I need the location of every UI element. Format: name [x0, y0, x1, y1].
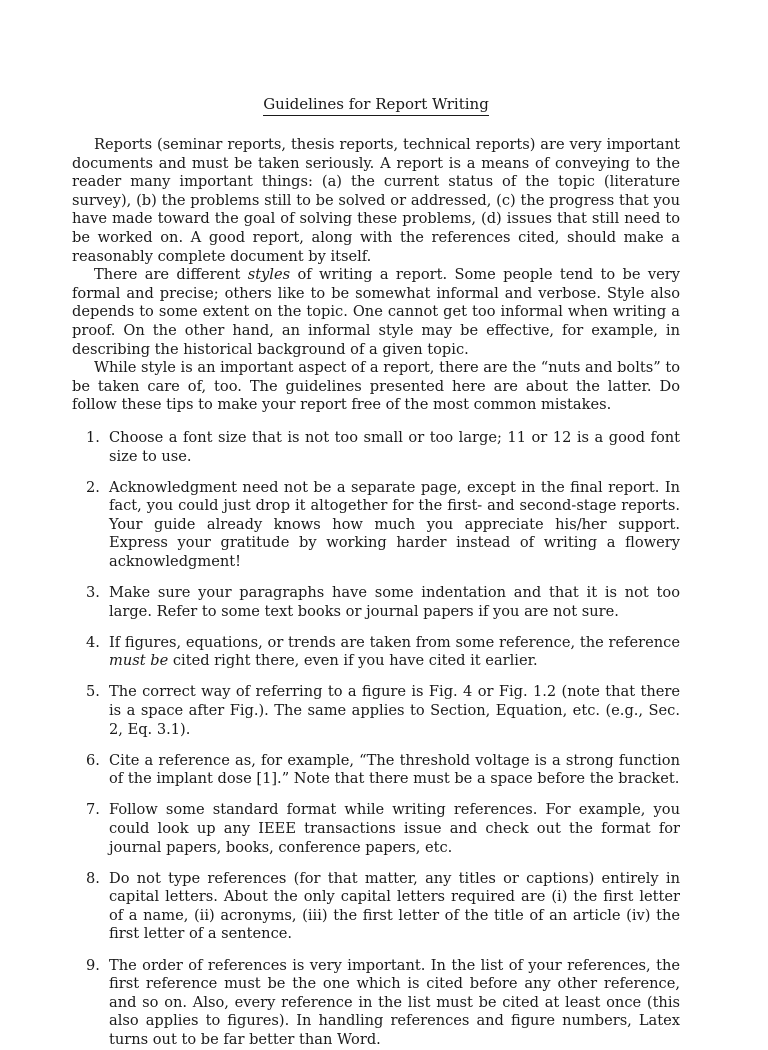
text-run: Reports (seminar reports, thesis reports, technical reports) are very important documents and must be taken seriously. A report is a means of conveying to the reader many important things: (a) the current status of the topic (literature survey), (b) the problems still to be solved or addressed, (c) the progress that you have made toward the goal of solving these problems, (d) issues that still need to be worked on. A good report, along with the references cited, should make a reasonably complete document by itself.: [72, 136, 680, 265]
list-item-text: [109, 429, 680, 465]
list-item-text: [109, 801, 680, 855]
list-item-text: [109, 683, 680, 737]
italic-text: styles: [247, 266, 291, 284]
list-item: [72, 479, 680, 572]
list-item: [72, 957, 680, 1050]
list-item: [72, 752, 680, 789]
text-run: of writing a report. Some people tend to be very formal and precise; others like to be somewhat informal and verbose. Style also depends to some extent on the topic. One cannot get too informal when writing a proof. On the other hand, an informal style may be effective, for example, in describing the historical background of a given topic.: [72, 266, 680, 358]
list-item-text: [109, 957, 680, 1048]
list-item-text: [109, 584, 680, 620]
list-item-text: [109, 634, 680, 670]
text-run: There are different: [94, 266, 248, 284]
list-item: [72, 584, 680, 621]
list-item-number: 4.: [86, 633, 100, 651]
list-item: [72, 870, 680, 944]
text-run: If figures, equations, or trends are taken from some reference, the reference: [109, 633, 680, 651]
list-item: [72, 634, 680, 671]
list-item-text: [109, 752, 680, 788]
list-item-number: 3.: [86, 584, 100, 602]
italic-text: must be: [109, 652, 169, 670]
text-run: Cite a reference as, for example, “The threshold voltage is a strong function of the implant dose [1].” Note that there must be a space before the bracket.: [109, 751, 680, 788]
text-run: Follow some standard format while writing references. For example, you could look up any IEEE transactions issue and check out the format for journal papers, books, conference papers, etc.: [109, 801, 680, 856]
text-run: Do not type references (for that matter, any titles or captions) entirely in capital letters. About the only capital letters required are (i) the first letter of a name, (ii) acronyms, (iii) the first letter of the title of an article (iv) the first letter of a sentence.: [109, 869, 680, 943]
text-run: cited right there, even if you have cited it earlier.: [168, 652, 538, 670]
text-run: Choose a font size that is not too small or too large; 11 or 12 is a good font size to use.: [109, 428, 680, 465]
text-run: While style is an important aspect of a report, there are the “nuts and bolts” to be taken care of, too. The guidelines presented here are about the latter. Do follow these tips to make your report free of the most common mistakes.: [72, 359, 680, 414]
text-run: Make sure your paragraphs have some indentation and that it is not too large. Refer to some text books or journal papers if you are not sure.: [109, 584, 680, 620]
paragraph: [72, 359, 680, 415]
list-item: [72, 429, 680, 466]
list-item-number: 2.: [86, 478, 100, 496]
document-title: Guidelines for Report Writing: [263, 94, 489, 116]
list-item-number: 5.: [86, 683, 100, 701]
list-item: [72, 801, 680, 857]
paragraph: [72, 136, 680, 266]
guidelines-list: [72, 429, 680, 1050]
text-run: The order of references is very important. In the list of your references, the first reference must be the one which is cited before any other reference, and so on. Also, every reference in the list must be cited at least once (this also applies to figures). In handling references and figure numbers, Latex turns out to be far better than Word.: [109, 956, 680, 1048]
list-item-number: 1.: [86, 428, 100, 446]
list-item-number: 8.: [86, 869, 100, 887]
list-item: [72, 683, 680, 739]
paragraph: [72, 266, 680, 359]
text-run: Acknowledgment need not be a separate page, except in the final report. In fact, you could just drop it altogether for the first- and second-stage reports. Your guide already knows how much you appreciate his/her support. Express your gratitude by working harder instead of writing a flowery acknowledgment!: [109, 478, 680, 570]
intro-section: [72, 136, 680, 415]
list-item-text: [109, 870, 680, 943]
list-item-number: 6.: [86, 751, 100, 769]
list-item-number: 7.: [86, 801, 100, 819]
title-container: [72, 94, 680, 116]
list-item-number: 9.: [86, 956, 100, 974]
list-item-text: [109, 479, 680, 570]
text-run: The correct way of referring to a figure is Fig. 4 or Fig. 1.2 (note that there is a space after Fig.). The same applies to Section, Equation, etc. (e.g., Sec. 2, Eq. 3.1).: [109, 683, 680, 738]
